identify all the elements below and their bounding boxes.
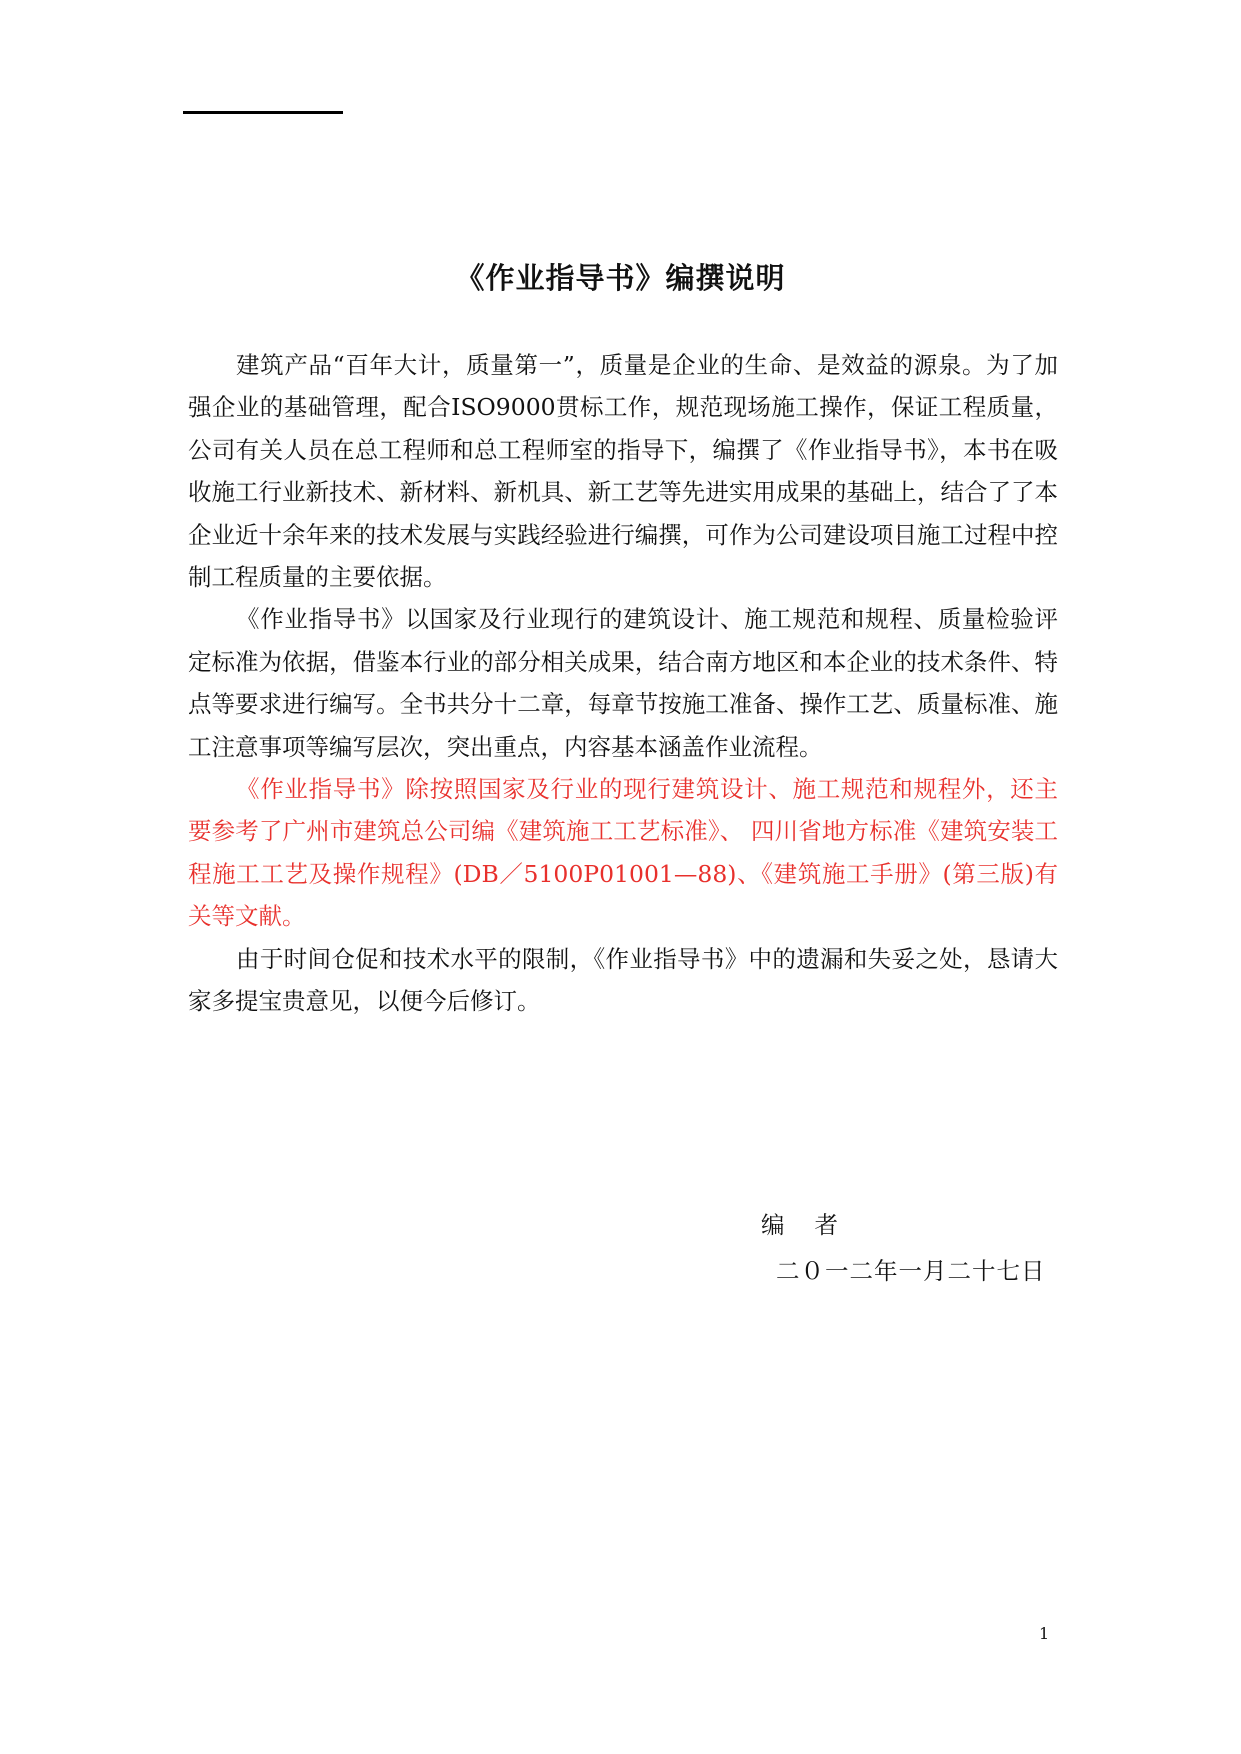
document-body — [188, 344, 1058, 1023]
signature-date: 二０一二年一月二十七日 — [776, 1257, 1046, 1285]
signature-editor-char-2: 者 — [814, 1211, 838, 1239]
signature-editor — [761, 1206, 838, 1240]
paragraph-closing: 由于时间仓促和技术水平的限制，《作业指导书》中的遗漏和失妥之处，恳请大家多提宝贵意见，以便今后修订。 — [188, 944, 1058, 1016]
paragraph-basis: 《作业指导书》以国家及行业现行的建筑设计、施工规范和规程、质量检验评定标准为依据，借鉴本行业的部分相关成果，结合南方地区和本企业的技术条件、特点等要求进行编写。全书共分十二章，每章节按施工准备、操作工艺、质量标准、施工注意事项等编写层次，突出重点，内容基本涵盖作业流程。 — [188, 605, 1058, 761]
page-number: 1 — [1039, 1624, 1050, 1643]
document-title: 《作业指导书》编撰说明 — [455, 261, 786, 295]
signature-editor-char-1: 编 — [761, 1211, 785, 1239]
paragraph-intro: 建筑产品“百年大计，质量第一”，质量是企业的生命、是效益的源泉。为了加强企业的基础管理，配合ISO9000贯标工作，规范现场施工操作，保证工程质量，公司有关人员在总工程师和总工程师室的指导下，编撰了《作业指导书》，本书在吸收施工行业新技术、新材料、新机具、新工艺等先进实用成果的基础上，结合了了本企业近十余年来的技术发展与实践经验进行编撰，可作为公司建设项目施工过程中控制工程质量的主要依据。 — [188, 351, 1058, 592]
paragraph-references: 《作业指导书》除按照国家及行业的现行建筑设计、施工规范和规程外，还主要参考了广州市建筑总公司编《建筑施工工艺标准》、 四川省地方标准《建筑安装工程施工工艺及操作规程》(DB／5100P01001—88)、《建筑施工手册》(第三版)有关等文献。 — [188, 775, 1058, 931]
header-rule — [183, 111, 343, 114]
